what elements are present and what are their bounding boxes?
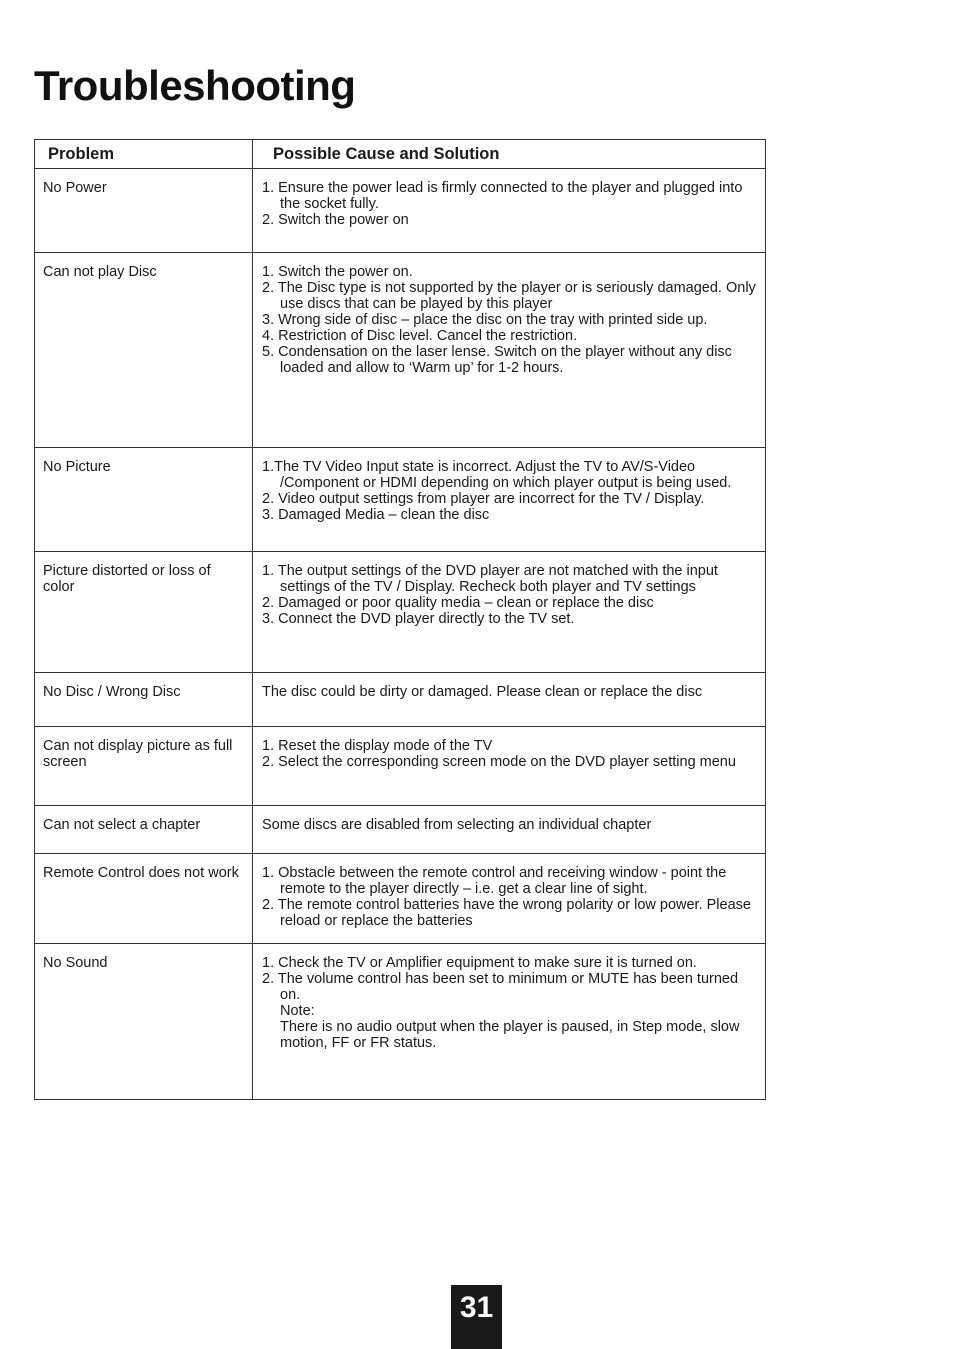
solution-line: 2. The Disc type is not supported by the player or is seriously damaged. Only use discs that can be played by this player: [262, 280, 756, 312]
solution-line: 2. Damaged or poor quality media – clean or replace the disc: [262, 595, 654, 611]
solution-line: 5. Condensation on the laser lense. Switch on the player without any disc loaded and allow to ‘Warm up’ for 1-2 hours.: [262, 344, 732, 376]
solution-line: 3. Connect the DVD player directly to the TV set.: [262, 611, 575, 627]
solution-line: There is no audio output when the player is paused, in Step mode, slow motion, FF or FR status.: [280, 1019, 740, 1051]
solution-line: 1. Reset the display mode of the TV: [262, 738, 493, 754]
solution-cell: [253, 806, 766, 854]
problem-cell: No Disc / Wrong Disc: [35, 673, 253, 727]
solution-line: 1. Obstacle between the remote control and receiving window - point the remote to the player directly – i.e. get a clear line of sight.: [262, 865, 727, 897]
table-row: [35, 253, 766, 448]
problem-cell: No Power: [35, 169, 253, 253]
solution-line: 1. Ensure the power lead is firmly connected to the player and plugged into the socket fully.: [262, 180, 743, 212]
problem-cell: Picture distorted or loss of color: [35, 552, 253, 673]
solution-line: 2. The remote control batteries have the wrong polarity or low power. Please reload or replace the batteries: [262, 897, 751, 929]
solution-cell: [253, 448, 766, 552]
solution-line: 3. Damaged Media – clean the disc: [262, 507, 490, 523]
solution-line: 1. Switch the power on.: [262, 264, 413, 280]
problem-cell: Can not select a chapter: [35, 806, 253, 854]
troubleshooting-table: [34, 139, 766, 1100]
problem-cell: No Picture: [35, 448, 253, 552]
table-row: [35, 169, 766, 253]
solution-cell: [253, 727, 766, 806]
table-row: [35, 854, 766, 944]
table-row: [35, 727, 766, 806]
solution-line: Note:: [280, 1003, 315, 1019]
solution-line: 1. Check the TV or Amplifier equipment to make sure it is turned on.: [262, 955, 697, 971]
problem-cell: Can not display picture as full screen: [35, 727, 253, 806]
solution-line: 2. Select the corresponding screen mode on the DVD player setting menu: [262, 754, 736, 770]
solution-line: Some discs are disabled from selecting an individual chapter: [262, 817, 652, 833]
page-number: 31: [451, 1285, 502, 1349]
table-body: [35, 169, 766, 1100]
solution-line: The disc could be dirty or damaged. Please clean or replace the disc: [262, 684, 703, 700]
solution-line: 1. The output settings of the DVD player are not matched with the input settings of the TV / Display. Recheck both player and TV settings: [262, 563, 718, 595]
header-solution: Possible Cause and Solution: [253, 140, 766, 169]
solution-cell: [253, 673, 766, 727]
solution-line: 2. The volume control has been set to minimum or MUTE has been turned on.: [262, 971, 739, 1003]
solution-line: 3. Wrong side of disc – place the disc on the tray with printed side up.: [262, 312, 708, 328]
header-problem: Problem: [35, 140, 253, 169]
solution-cell: [253, 944, 766, 1100]
solution-cell: [253, 169, 766, 253]
table-header-row: [35, 140, 766, 169]
table-row: [35, 944, 766, 1100]
solution-cell: [253, 854, 766, 944]
table-row: [35, 552, 766, 673]
solution-cell: [253, 552, 766, 673]
problem-cell: Remote Control does not work: [35, 854, 253, 944]
page-title: Troubleshooting: [34, 62, 356, 109]
table-row: [35, 673, 766, 727]
problem-cell: No Sound: [35, 944, 253, 1100]
solution-line: 2. Switch the power on: [262, 212, 409, 228]
solution-cell: [253, 253, 766, 448]
table-row: [35, 806, 766, 854]
solution-line: 4. Restriction of Disc level. Cancel the restriction.: [262, 328, 578, 344]
solution-line: 2. Video output settings from player are incorrect for the TV / Display.: [262, 491, 705, 507]
solution-line: 1.The TV Video Input state is incorrect. Adjust the TV to AV/S-Video /Component or HDMI depending on which player output is being used.: [262, 459, 732, 491]
table-row: [35, 448, 766, 552]
problem-cell: Can not play Disc: [35, 253, 253, 448]
